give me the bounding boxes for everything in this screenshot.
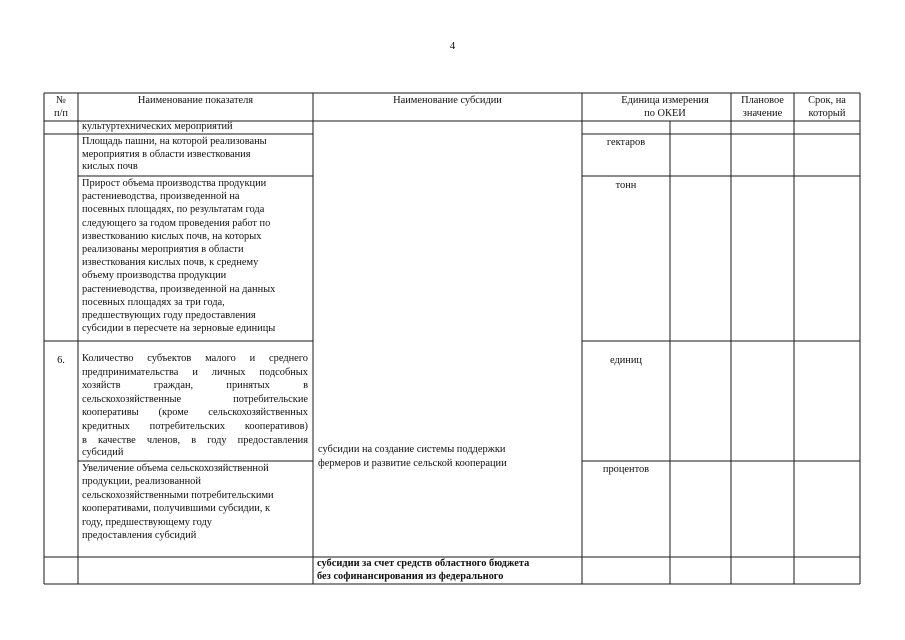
row0-indicator: культуртехнических мероприятий [82, 121, 233, 132]
row3-indicator-last: субсидий [82, 447, 124, 458]
header-subsidy: Наименование субсидии [393, 95, 502, 106]
page-number: 4 [449, 40, 456, 52]
row1-unit: гектаров [606, 137, 646, 148]
merged-subsidy: субсидии на создание системы поддержки фермеров и развитие сельской кооперации [318, 444, 507, 469]
row1-indicator: Площадь пашни, на которой реализованы мероприятия в области известкования кислых почв [82, 136, 267, 173]
header-term: Срок, на который [808, 95, 846, 119]
header-num: № п/п [53, 95, 68, 119]
row4-unit: процентов [602, 464, 650, 475]
header-unit: Единица измерения по ОКЕИ [621, 95, 709, 119]
row3-indicator: Количество субъектов малого и среднего предпринимательства и личных подсобных хозяйств граждан, принятых в сельскохозяйственные потребительские кооперативы (кроме сельскохозяйственных кредитных потребительских кооперативов) в качестве членов, в году предоставления [82, 353, 308, 446]
row3-unit: единиц [609, 355, 642, 366]
row3-num: 6. [57, 355, 65, 366]
header-plan: Плановое значение [741, 95, 784, 119]
row2-indicator: Прирост объема производства продукции растениеводства, произведенной на посевных площадях, по результатам года следующего за годом проведения работ по известкованию кислых почв, на которых реализованы мероприятия в области известкования кислых почв, к среднему объему производства продукции растениеводства, произведенной на данных посевных площадях за три года, предшествующих году предоставления субсидии в пересчете на зерновые единицы [82, 178, 276, 335]
row2-unit: тонн [615, 180, 637, 191]
header-indicator: Наименование показателя [137, 95, 254, 106]
row5-subsidy: субсидии за счет средств областного бюджета без софинансирования из федерального [317, 558, 530, 582]
row4-indicator: Увеличение объема сельскохозяйственной продукции, реализованной сельскохозяйственными потребительскими кооперативами, получившими субсидии, к году, предшествующему году предоставления субсидий [82, 463, 274, 542]
